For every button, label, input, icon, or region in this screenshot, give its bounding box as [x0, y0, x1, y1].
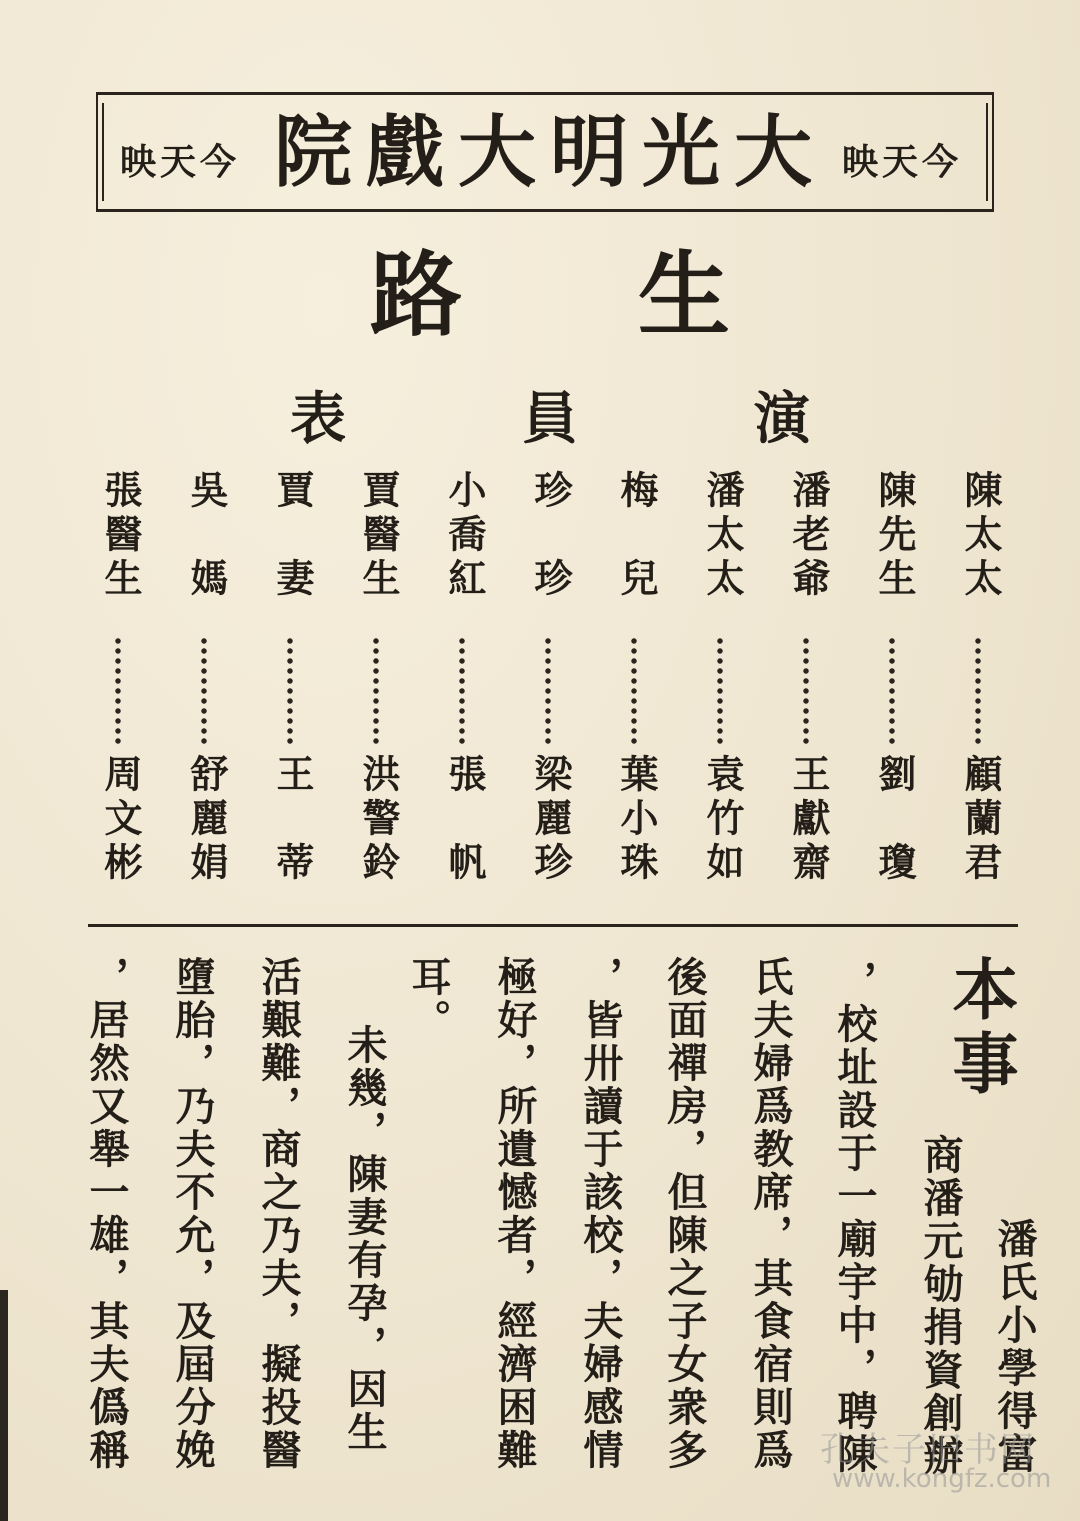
cast-entry [176, 470, 236, 910]
synopsis-column: ，皆卅讀于該校，夫婦感情 [577, 956, 624, 1472]
cast-role: 陳太太 [958, 470, 1003, 602]
section-divider [88, 924, 1018, 927]
synopsis-column: 極好，所遺憾者，經濟困難 [491, 956, 538, 1472]
cast-actor: 顧蘭君 [958, 754, 1003, 886]
cast-role: 陳先生 [872, 470, 917, 602]
cast-heading-mid: 員 [522, 386, 578, 452]
leader-dots [372, 636, 380, 744]
cast-role: 張醫生 [98, 470, 143, 602]
cast-entry [90, 470, 150, 910]
leader-dots [544, 636, 552, 744]
film-title [370, 240, 730, 350]
now-showing-right: 映天今 [842, 141, 963, 183]
cast-list [90, 470, 1010, 910]
cast-actor: 王 蒂 [270, 754, 315, 886]
cast-actor: 劉 瓊 [872, 754, 917, 886]
cast-role: 賈 妻 [270, 470, 315, 602]
cast-entry [778, 470, 838, 910]
cast-role: 潘老爺 [786, 470, 831, 602]
synopsis-column: 後面禪房，但陳之子女衆多 [661, 956, 708, 1472]
synopsis-column: 未幾，陳妻有孕，因生 [341, 1024, 388, 1454]
cast-heading [290, 384, 810, 454]
cast-role: 賈醫生 [356, 470, 401, 602]
cast-entry [606, 470, 666, 910]
cast-actor: 舒麗娟 [184, 754, 229, 886]
cast-actor: 王獻齋 [786, 754, 831, 886]
cast-role: 小喬紅 [442, 470, 487, 602]
leader-dots [888, 636, 896, 744]
cast-entry [520, 470, 580, 910]
cast-entry [434, 470, 494, 910]
cast-role: 吳 媽 [184, 470, 229, 602]
cast-actor: 張 帆 [442, 754, 487, 886]
synopsis-title: 本事 [941, 955, 1019, 1103]
synopsis-column: 墮胎，乃夫不允，及屆分娩 [169, 956, 216, 1472]
synopsis-column: 潘氏小學得富 [991, 1218, 1038, 1476]
cast-actor: 梁麗珍 [528, 754, 573, 886]
cast-entry [692, 470, 752, 910]
synopsis-column: ，校址設于一廟宇中，聘陳 [831, 960, 878, 1476]
cast-actor: 洪警鈴 [356, 754, 401, 886]
header-frame-inner-left [102, 103, 104, 201]
cast-entry [262, 470, 322, 910]
leader-dots [200, 636, 208, 744]
synopsis-column: 耳。 [405, 956, 452, 1042]
leader-dots [458, 636, 466, 744]
synopsis-column: 活艱難，商之乃夫，擬投醫 [255, 956, 302, 1472]
leader-dots [286, 636, 294, 744]
cast-actor: 葉小珠 [614, 754, 659, 886]
synopsis-column: 氏夫婦爲教席，其食宿則爲 [747, 956, 794, 1472]
watermark-text: 孔夫子旧书网 [820, 1430, 1036, 1470]
header-frame-inner-right [986, 103, 988, 201]
synopsis-column: 商潘元劬捐資創辦 [917, 1134, 964, 1478]
leader-dots [630, 636, 638, 744]
theater-name: 院戲大明光大 [273, 107, 826, 198]
cast-role: 潘太太 [700, 470, 745, 602]
page-edge-shadow [0, 1290, 8, 1521]
cast-actor: 周文彬 [98, 754, 143, 886]
cast-role: 梅 兒 [614, 470, 659, 602]
cast-role: 珍 珍 [528, 470, 573, 602]
cast-entry [864, 470, 924, 910]
watermark-url: www.kongfz.com [832, 1464, 1052, 1494]
cast-heading-right: 演 [754, 386, 810, 452]
film-title-right: 生 [637, 241, 730, 349]
cast-heading-left: 表 [290, 386, 346, 452]
cast-actor: 袁竹如 [700, 754, 745, 886]
now-showing-left: 映天今 [120, 141, 241, 183]
film-title-left: 路 [370, 241, 463, 349]
leader-dots [802, 636, 810, 744]
leader-dots [974, 636, 982, 744]
synopsis-column: ，居然又舉一雄，其夫僞稱 [83, 956, 130, 1472]
site-watermark [820, 1420, 1060, 1500]
leader-dots [114, 636, 122, 744]
leader-dots [716, 636, 724, 744]
cast-entry [348, 470, 408, 910]
cast-entry [950, 470, 1010, 910]
